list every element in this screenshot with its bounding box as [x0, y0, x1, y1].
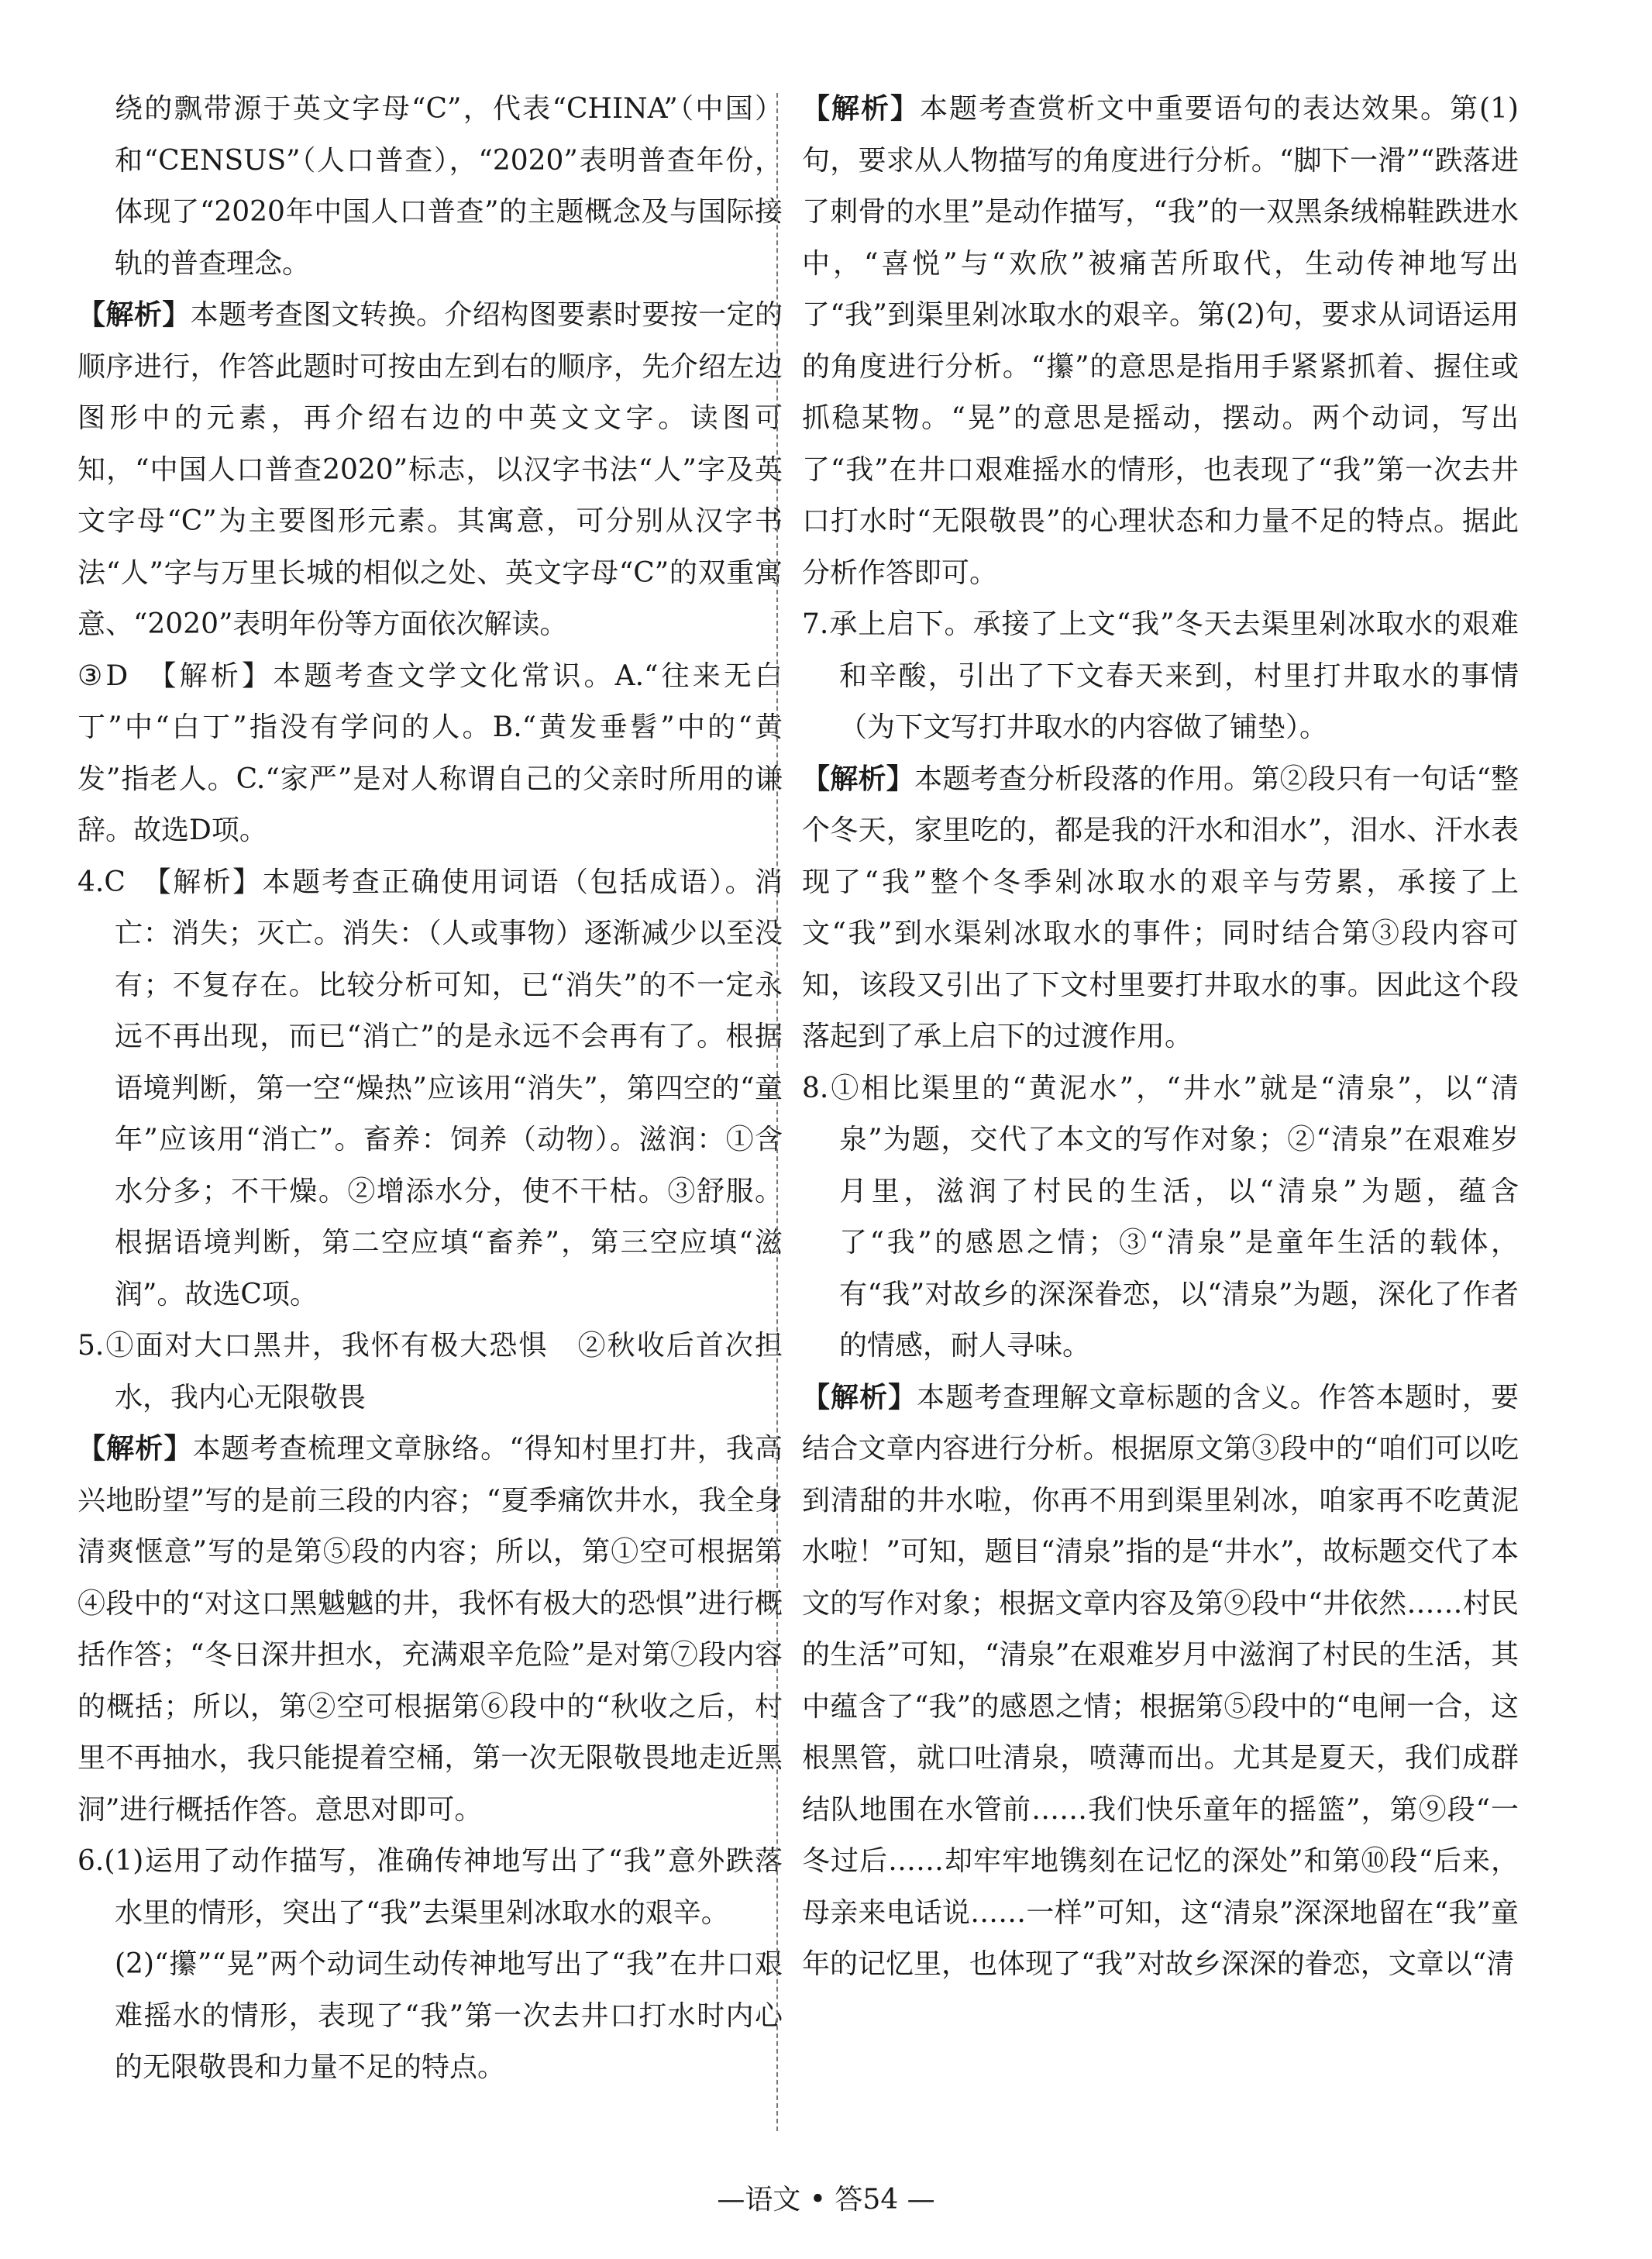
paragraph [802, 1063, 1519, 1372]
paragraph-text: 本题考查赏析文中重要语句的表达效果。第(1)句，要求从人物描写的角度进行分析。“脚下一滑”“跌落进了刺骨的水里”是动作描写，“我”的一双黑条绒棉鞋跌进水中，“喜悦”与“欢欣”被痛苦所取代，生动传神地写出了“我”到渠里剁冰取水的艰辛。第(2)句，要求从词语运用的角度进行分析。“攥”的意思是指用手紧紧抓着、握住或抓稳某物。“晃”的意思是摇动，摆动。两个动词，写出了“我”在井口艰难摇水的情形，也表现了“我”第一次去井口打水时“无限敬畏”的心理状态和力量不足的特点。据此分析作答即可。 [802, 93, 1519, 589]
paragraph-text: 7.承上启下。承接了上文“我”冬天去渠里剁冰取水的艰难和辛酸，引出了下文春天来到，村里打井取水的事情（为下文写打井取水的内容做了铺垫）。 [802, 608, 1519, 743]
paragraph-text: (2)“攥”“晃”两个动词生动传神地写出了“我”在井口艰难摇水的情形，表现了“我”第一次去井口打水时内心的无限敬畏和力量不足的特点。 [115, 1948, 783, 2083]
paragraph-text: 5.①面对大口黑井，我怀有极大恐惧 ②秋收后首次担水，我内心无限敬畏 [77, 1330, 783, 1414]
paragraph-text: 本题考查理解文章标题的含义。作答本题时，要结合文章内容进行分析。根据原文第③段中的“咱们可以吃到清甜的井水啦，你再不用到渠里剁冰，咱家再不吃黄泥水啦！”可知，题目“清泉”指的是“井水”，故标题交代了本文的写作对象；根据文章内容及第⑨段中“井依然……村民的生活”可知，“清泉”在艰难岁月中滋润了村民的生活，其中蕴含了“我”的感恩之情；根据第⑤段中的“电闸一合，这根黑管，就口吐清泉，喷薄而出。尤其是夏天，我们成群结队地围在水管前……我们快乐童年的摇篮”，第⑨段“一冬过后……却牢牢地镌刻在记忆的深处”和第⑩段“后来，母亲来电话说……一样”可知，这“清泉”深深地留在“我”童年的记忆里，也体现了“我”对故乡深深的眷恋，文章以“清 [802, 1381, 1519, 1980]
paragraph [802, 599, 1519, 754]
right-column [802, 84, 1519, 1991]
paragraph-text: 6.(1)运用了动作描写，准确传神地写出了“我”意外跌落水里的情形，突出了“我”去渠里剁冰取水的艰辛。 [77, 1845, 783, 1929]
paragraph-text: 4.C 【解析】本题考查正确使用词语（包括成语）。消亡：消失；灭亡。消失：（人或事物）逐渐减少以至没有；不复存在。比较分析可知，已“消失”的不一定永远不再出现，而已“消亡”的是永远不会再有了。根据语境判断，第一空“燥热”应该用“消失”，第四空的“童年”应该用“消亡”。畜养：饲养（动物）。滋润：①含水分多；不干燥。②增添水分，使不干枯。③舒服。根据语境判断，第二空应填“畜养”，第三空应填“滋润”。故选C项。 [77, 866, 783, 1310]
paragraph-text: 8.①相比渠里的“黄泥水”，“井水”就是“清泉”，以“清泉”为题，交代了本文的写作对象；②“清泉”在艰难岁月里，滋润了村民的生活，以“清泉”为题，蕴含了“我”的感恩之情；③“清泉”是童年生活的载体，有“我”对故乡的深深眷恋，以“清泉”为题，深化了作者的情感，耐人寻味。 [802, 1072, 1519, 1362]
paragraph-text: 本题考查图文转换。介绍构图要素时要按一定的顺序进行，作答此题时可按由左到右的顺序，先介绍左边图形中的元素，再介绍右边的中英文文字。读图可知，“中国人口普查2020”标志，以汉字书法“人”字及英文字母“C”为主要图形元素。其寓意，可分别从汉字书法“人”字与万里长城的相似之处、英文字母“C”的双重寓意、“2020”表明年份等方面依次解读。 [77, 299, 783, 640]
paragraph [77, 1939, 783, 2094]
paragraph-text: 绕的飘带源于英文字母“C”，代表“CHINA”（中国）和“CENSUS”（人口普查），“2020”表明普查年份，体现了“2020年中国人口普查”的主题概念及与国际接轨的普查理念。 [115, 93, 783, 280]
paragraph-text: 本题考查分析段落的作用。第②段只有一句话“整个冬天，家里吃的，都是我的汗水和泪水”，泪水、汗水表现了“我”整个冬季剁冰取水的艰辛与劳累，承接了上文“我”到水渠剁冰取水的事件；同时结合第③段内容可知，该段又引出了下文村里要打井取水的事。因此这个段落起到了承上启下的过渡作用。 [802, 763, 1519, 1052]
paragraph-text: ③D 【解析】本题考查文学文化常识。A.“往来无白丁”中“白丁”指没有学问的人。B.“黄发垂髫”中的“黄发”指老人。C.“家严”是对人称谓自己的父亲时所用的谦辞。故选D项。 [77, 659, 783, 846]
paragraph [77, 1424, 783, 1836]
paragraph [802, 1372, 1519, 1991]
column-divider [776, 93, 778, 2131]
paragraph [802, 754, 1519, 1063]
analysis-tag: 【解析】 [77, 1433, 193, 1465]
page-footer: —语文 • 答54 — [717, 2184, 935, 2216]
analysis-tag: 【解析】 [802, 93, 920, 125]
paragraph-text: 本题考查梳理文章脉络。“得知村里打井，我高兴地盼望”写的是前三段的内容；“夏季痛饮井水，我全身清爽惬意”写的是第⑤段的内容；所以，第①空可根据第④段中的“对这口黑魆魆的井，我怀有极大的恐惧”进行概括作答；“冬日深井担水，充满艰辛危险”是对第⑦段内容的概括；所以，第②空可根据第⑥段中的“秋收之后，村里不再抽水，我只能提着空桶，第一次无限敬畏地走近黑洞”进行概括作答。意思对即可。 [77, 1433, 783, 1826]
analysis-tag: 【解析】 [802, 1381, 917, 1414]
paragraph [802, 84, 1519, 599]
paragraph [77, 290, 783, 651]
left-column [77, 84, 783, 2094]
paragraph [77, 1321, 783, 1424]
paragraph [77, 651, 783, 857]
analysis-tag: 【解析】 [802, 763, 915, 795]
paragraph [77, 857, 783, 1321]
analysis-tag: 【解析】 [77, 299, 191, 331]
paragraph [77, 84, 783, 290]
paragraph [77, 1836, 783, 1939]
